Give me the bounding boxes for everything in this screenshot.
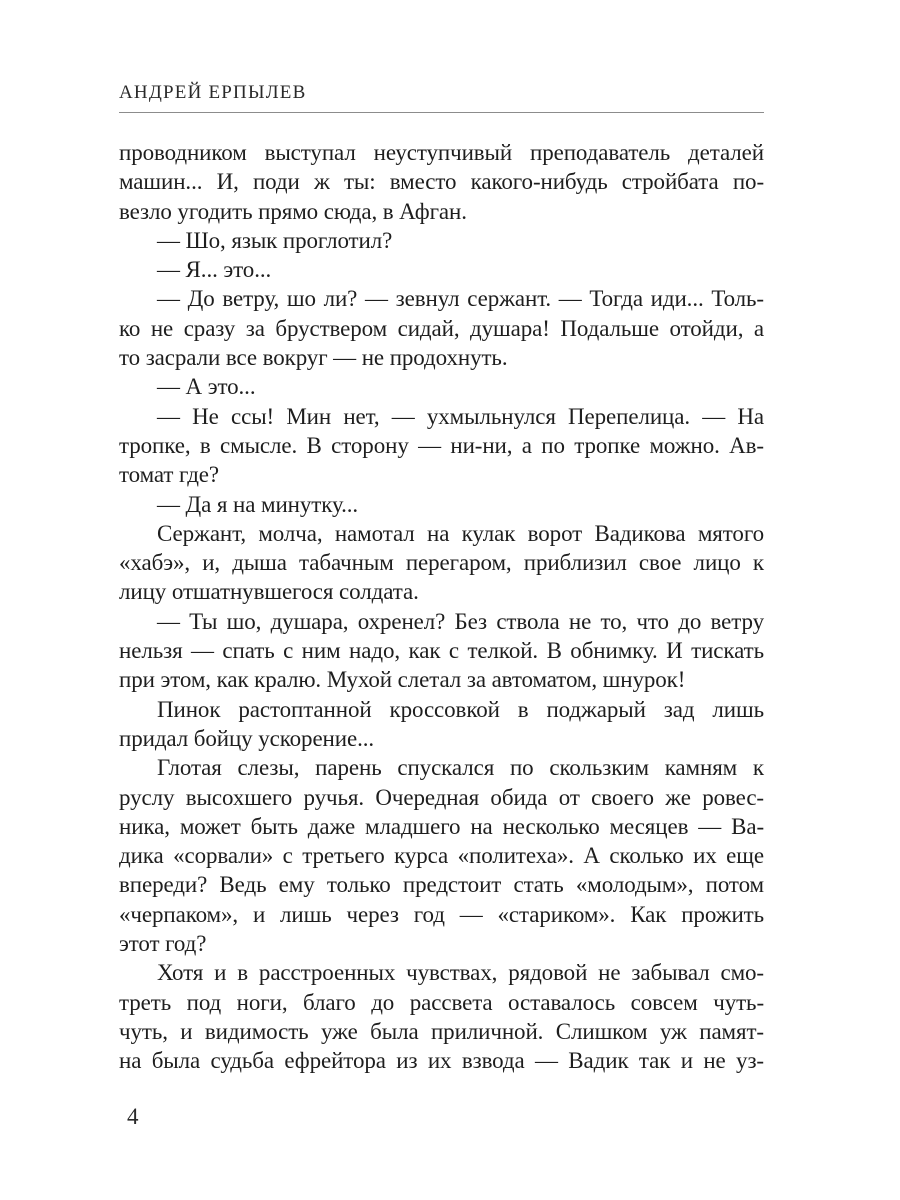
text-line: лицу отшатнувшегося солдата. bbox=[119, 579, 419, 605]
text-line: на была судьба ефрейтора из их взвода — Вадик так и не уз- bbox=[119, 1048, 764, 1074]
text-line: дика «сорвали» с третьего курса «политеха». А сколько их еще bbox=[119, 843, 764, 869]
text-line: — До ветру, шо ли? — зевнул сержант. — Тогда иди... Толь- bbox=[157, 286, 764, 312]
header-divider-rule bbox=[119, 112, 764, 113]
text-line: томат где? bbox=[119, 462, 220, 488]
text-line: тропке, в смысле. В сторону — ни-ни, а по тропке можно. Ав- bbox=[119, 432, 764, 458]
page-number: 4 bbox=[127, 1104, 139, 1129]
text-line: — Не ссы! Мин нет, — ухмыльнулся Перепелица. — На bbox=[157, 403, 764, 429]
text-line: — А это... bbox=[157, 374, 256, 400]
text-line: то засрали все вокруг — не продохнуть. bbox=[119, 345, 508, 371]
text-line: при этом, как кралю. Мухой слетал за автоматом, шнурок! bbox=[119, 667, 686, 693]
text-line: «черпаком», и лишь через год — «стариком». Как прожить bbox=[119, 901, 764, 927]
page-body-text bbox=[119, 138, 764, 1076]
text-line: нельзя — спать с ним надо, как с телкой. В обнимку. И тискать bbox=[119, 638, 764, 664]
text-line: проводником выступал неуступчивый преподаватель деталей bbox=[119, 140, 764, 165]
text-line: Сержант, молча, намотал на кулак ворот Вадикова мятого bbox=[157, 520, 764, 546]
text-line: придал бойцу ускорение... bbox=[119, 725, 375, 751]
running-head-author: АНДРЕЙ ЕРПЫЛЕВ bbox=[119, 82, 307, 103]
text-line: руслу высохшего ручья. Очередная обида от своего же ровес- bbox=[119, 784, 764, 810]
text-line: «хабэ», и, дыша табачным перегаром, приблизил свое лицо к bbox=[119, 550, 764, 576]
text-line: — Да я на минутку... bbox=[157, 491, 359, 517]
text-line: ко не сразу за бруствером сидай, душара! Подальше отойди, а bbox=[119, 315, 764, 341]
text-line: треть под ноги, благо до рассвета оставалось совсем чуть- bbox=[119, 989, 764, 1015]
text-line: — Шо, язык проглотил? bbox=[157, 227, 393, 253]
text-line: ника, может быть даже младшего на несколько месяцев — Ва- bbox=[119, 813, 764, 839]
text-line: Глотая слезы, парень спускался по скользким камням к bbox=[157, 755, 764, 781]
text-line: этот год? bbox=[119, 931, 207, 957]
text-line: — Ты шо, душара, охренел? Без ствола не то, что до ветру bbox=[157, 608, 764, 634]
text-line: Хотя и в расстроенных чувствах, рядовой не забывал смо- bbox=[157, 960, 764, 986]
text-line: везло угодить прямо сюда, в Афган. bbox=[119, 198, 467, 224]
text-line: — Я... это... bbox=[157, 257, 272, 283]
text-line: чуть, и видимость уже была приличной. Слишком уж памят- bbox=[119, 1018, 764, 1044]
text-line: впереди? Ведь ему только предстоит стать «молодым», потом bbox=[119, 872, 764, 898]
text-line: машин... И, поди ж ты: вместо какого-нибудь стройбата по- bbox=[119, 169, 764, 195]
text-line: Пинок растоптанной кроссовкой в поджарый зад лишь bbox=[157, 696, 764, 722]
